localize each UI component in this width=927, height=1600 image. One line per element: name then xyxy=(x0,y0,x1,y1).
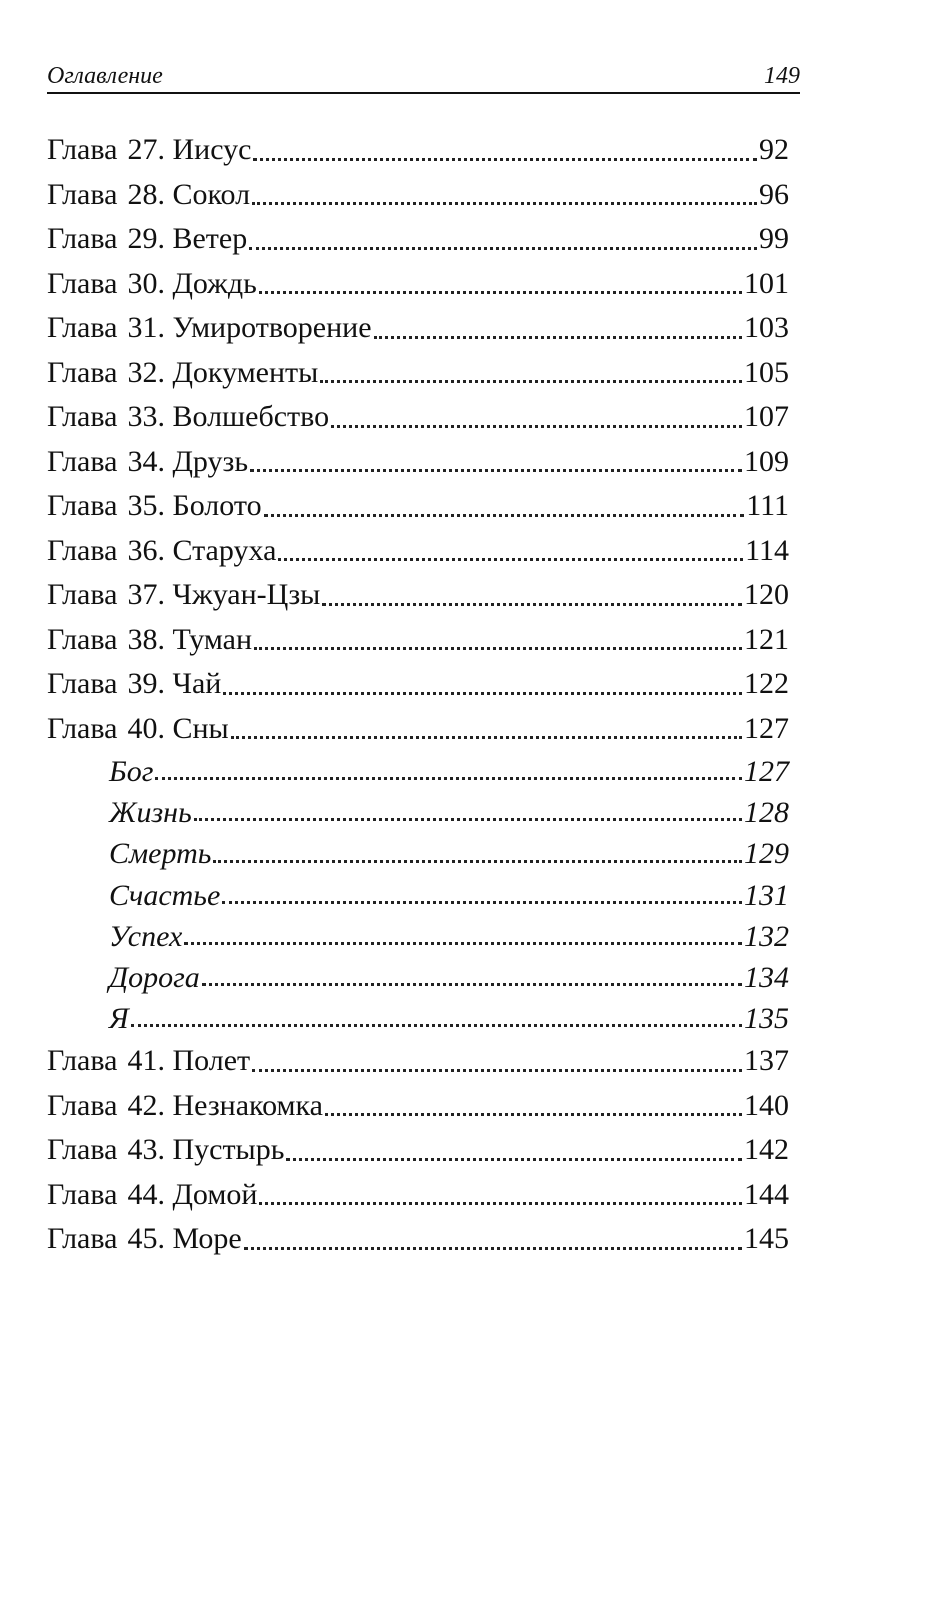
toc-page-number: 131 xyxy=(744,878,789,912)
dot-leader xyxy=(184,941,742,945)
chapter-number: 32. xyxy=(127,355,165,389)
chapter-title: Старуха xyxy=(172,533,277,567)
chapter-title: Дорога xyxy=(109,960,200,994)
toc-entry-label xyxy=(109,792,192,833)
toc-entry-label xyxy=(47,173,250,218)
chapter-title: Документы xyxy=(172,355,319,389)
chapter-number: 43. xyxy=(127,1133,165,1167)
chapter-prefix: Глава xyxy=(47,1133,118,1167)
table-of-contents xyxy=(47,128,789,1262)
dot-leader xyxy=(222,900,742,904)
chapter-number: 27. xyxy=(127,133,165,166)
dot-leader xyxy=(322,602,742,606)
toc-entry-label xyxy=(47,217,247,262)
toc-entry-label xyxy=(47,529,276,574)
dot-leader xyxy=(259,290,742,294)
chapter-prefix: Глава xyxy=(47,222,118,255)
chapter-prefix: Глава xyxy=(47,622,118,656)
toc-entry[interactable] xyxy=(47,262,789,307)
dot-leader xyxy=(231,735,742,739)
toc-page-number: 111 xyxy=(746,489,789,522)
chapter-number: 28. xyxy=(127,177,165,211)
toc-page-number: 127 xyxy=(744,755,789,788)
toc-page-number: 129 xyxy=(744,837,789,871)
toc-entry-label xyxy=(47,618,252,663)
chapter-title: Чай xyxy=(172,667,222,700)
toc-entry-label xyxy=(47,707,229,752)
chapter-number: 44. xyxy=(127,1177,165,1211)
chapter-prefix: Глава xyxy=(47,578,118,611)
toc-subentry[interactable] xyxy=(47,792,789,833)
toc-entry-label xyxy=(109,957,200,998)
chapter-number: 45. xyxy=(127,1222,165,1256)
toc-page-number: 132 xyxy=(744,919,789,953)
toc-page-number: 107 xyxy=(744,400,789,433)
toc-subentry[interactable] xyxy=(47,833,789,874)
dot-leader xyxy=(155,776,742,780)
chapter-title: Полет xyxy=(172,1044,251,1078)
chapter-number: 41. xyxy=(127,1044,165,1078)
toc-entry-label xyxy=(109,751,153,792)
chapter-prefix: Глава xyxy=(47,1222,118,1256)
chapter-title: Сокол xyxy=(172,177,251,211)
toc-entry-label xyxy=(47,1039,250,1084)
chapter-title: Жизнь xyxy=(109,796,192,830)
toc-subentry[interactable] xyxy=(47,957,789,998)
toc-entry[interactable] xyxy=(47,1039,789,1084)
dot-leader xyxy=(249,246,757,250)
toc-entry[interactable] xyxy=(47,128,789,173)
toc-subentry[interactable] xyxy=(47,998,789,1039)
chapter-number: 37. xyxy=(127,578,165,611)
chapter-title: Умиротворение xyxy=(172,311,372,344)
chapter-title: Чжуан-Цзы xyxy=(172,578,321,611)
toc-page-number: 105 xyxy=(744,355,789,389)
chapter-number: 33. xyxy=(127,400,165,433)
chapter-prefix: Глава xyxy=(47,400,118,433)
chapter-number: 38. xyxy=(127,622,165,656)
toc-entry[interactable] xyxy=(47,484,789,529)
dot-leader xyxy=(223,691,742,695)
toc-page-number: 134 xyxy=(744,960,789,994)
toc-entry-label xyxy=(47,662,221,707)
toc-page-number: 120 xyxy=(744,578,789,611)
chapter-prefix: Глава xyxy=(47,489,118,522)
chapter-prefix: Глава xyxy=(47,1088,118,1122)
dot-leader xyxy=(374,335,742,339)
chapter-prefix: Глава xyxy=(47,444,118,478)
toc-page-number: 140 xyxy=(744,1088,789,1122)
toc-page-number: 101 xyxy=(744,266,789,300)
dot-leader xyxy=(331,424,742,428)
chapter-number: 40. xyxy=(127,711,165,745)
dot-leader xyxy=(325,1112,742,1116)
toc-entry-label xyxy=(47,306,372,351)
chapter-title: Сны xyxy=(172,711,229,745)
toc-page-number: 128 xyxy=(744,796,789,830)
toc-entry[interactable] xyxy=(47,351,789,396)
dot-leader xyxy=(252,201,757,205)
toc-entry-label xyxy=(47,1128,284,1173)
chapter-title: Смерть xyxy=(109,837,212,871)
chapter-number: 42. xyxy=(127,1088,165,1122)
chapter-title: Болото xyxy=(172,489,262,522)
chapter-number: 35. xyxy=(127,489,165,522)
dot-leader xyxy=(252,1068,742,1072)
chapter-title: Незнакомка xyxy=(172,1088,323,1122)
toc-entry-label xyxy=(109,998,129,1039)
chapter-prefix: Глава xyxy=(47,133,118,166)
chapter-title: Иисус xyxy=(172,133,252,166)
dot-leader xyxy=(254,646,742,650)
chapter-number: 31. xyxy=(127,311,165,344)
chapter-number: 34. xyxy=(127,444,165,478)
dot-leader xyxy=(131,1023,742,1027)
toc-page-number: 96 xyxy=(759,177,789,211)
chapter-number: 39. xyxy=(127,667,165,700)
toc-page-number: 127 xyxy=(744,711,789,745)
toc-entry-label xyxy=(47,440,248,485)
chapter-title: Домой xyxy=(172,1177,258,1211)
toc-page-number: 135 xyxy=(744,1002,789,1036)
chapter-prefix: Глава xyxy=(47,355,118,389)
toc-subentry[interactable] xyxy=(47,751,789,792)
chapter-prefix: Глава xyxy=(47,1177,118,1211)
toc-entry[interactable] xyxy=(47,306,789,351)
toc-entry[interactable] xyxy=(47,618,789,663)
toc-entry-label xyxy=(47,1084,323,1129)
toc-entry[interactable] xyxy=(47,662,789,707)
chapter-prefix: Глава xyxy=(47,711,118,745)
toc-entry[interactable] xyxy=(47,573,789,618)
toc-entry-label xyxy=(47,484,262,529)
dot-leader xyxy=(278,557,743,561)
toc-subentry[interactable] xyxy=(47,916,789,957)
dot-leader xyxy=(320,379,742,383)
toc-entry[interactable] xyxy=(47,1217,789,1262)
toc-entry-label xyxy=(109,833,211,874)
page-number: 149 xyxy=(764,63,800,89)
toc-page-number: 103 xyxy=(744,311,789,344)
toc-entry[interactable] xyxy=(47,395,789,440)
dot-leader xyxy=(264,513,745,517)
toc-entry[interactable] xyxy=(47,1084,789,1129)
dot-leader xyxy=(250,468,742,472)
chapter-title: Друзь xyxy=(172,444,249,478)
dot-leader xyxy=(253,157,757,161)
chapter-title: Море xyxy=(172,1222,242,1256)
toc-page-number: 92 xyxy=(759,133,789,166)
toc-entry-label xyxy=(47,395,329,440)
chapter-title: Счастье xyxy=(109,878,221,912)
chapter-title: Пустырь xyxy=(172,1133,285,1167)
toc-entry[interactable] xyxy=(47,173,789,218)
dot-leader xyxy=(244,1246,742,1250)
dot-leader xyxy=(259,1201,742,1205)
chapter-prefix: Глава xyxy=(47,667,118,700)
toc-entry[interactable] xyxy=(47,707,789,752)
chapter-prefix: Глава xyxy=(47,533,118,567)
toc-page-number: 109 xyxy=(744,444,789,478)
toc-page-number: 121 xyxy=(744,622,789,656)
dot-leader xyxy=(213,859,742,863)
chapter-prefix: Глава xyxy=(47,266,118,300)
toc-page-number: 99 xyxy=(759,222,789,255)
chapter-prefix: Глава xyxy=(47,177,118,211)
dot-leader xyxy=(286,1157,742,1161)
toc-entry-label xyxy=(47,573,320,618)
toc-entry-label xyxy=(47,1173,257,1218)
toc-subentry[interactable] xyxy=(47,875,789,916)
chapter-title: Дождь xyxy=(172,266,257,300)
chapter-number: 36. xyxy=(127,533,165,567)
toc-page-number: 114 xyxy=(745,533,789,567)
toc-entry[interactable] xyxy=(47,440,789,485)
toc-entry-label xyxy=(109,916,182,957)
toc-page-number: 144 xyxy=(744,1177,789,1211)
chapter-number: 29. xyxy=(127,222,165,255)
toc-page-number: 142 xyxy=(744,1133,789,1167)
chapter-title: Ветер xyxy=(172,222,248,255)
chapter-title: Я xyxy=(109,1002,129,1036)
toc-entry[interactable] xyxy=(47,529,789,574)
toc-entry-label xyxy=(47,351,318,396)
chapter-title: Волшебство xyxy=(172,400,330,433)
toc-entry[interactable] xyxy=(47,1128,789,1173)
chapter-prefix: Глава xyxy=(47,311,118,344)
toc-entry-label xyxy=(47,262,257,307)
dot-leader xyxy=(202,982,742,986)
toc-entry[interactable] xyxy=(47,1173,789,1218)
toc-page-number: 145 xyxy=(744,1222,789,1256)
chapter-prefix: Глава xyxy=(47,1044,118,1078)
dot-leader xyxy=(194,817,742,821)
toc-entry-label xyxy=(47,1217,242,1262)
chapter-number: 30. xyxy=(127,266,165,300)
chapter-title: Бог xyxy=(109,755,154,788)
toc-page-number: 122 xyxy=(744,667,789,700)
toc-page-number: 137 xyxy=(744,1044,789,1078)
chapter-title: Туман xyxy=(172,622,253,656)
running-header xyxy=(47,56,800,94)
toc-entry-label xyxy=(47,128,251,173)
chapter-title: Успех xyxy=(109,919,183,953)
toc-entry[interactable] xyxy=(47,217,789,262)
section-title: Оглавление xyxy=(47,63,163,89)
toc-entry-label xyxy=(109,875,220,916)
